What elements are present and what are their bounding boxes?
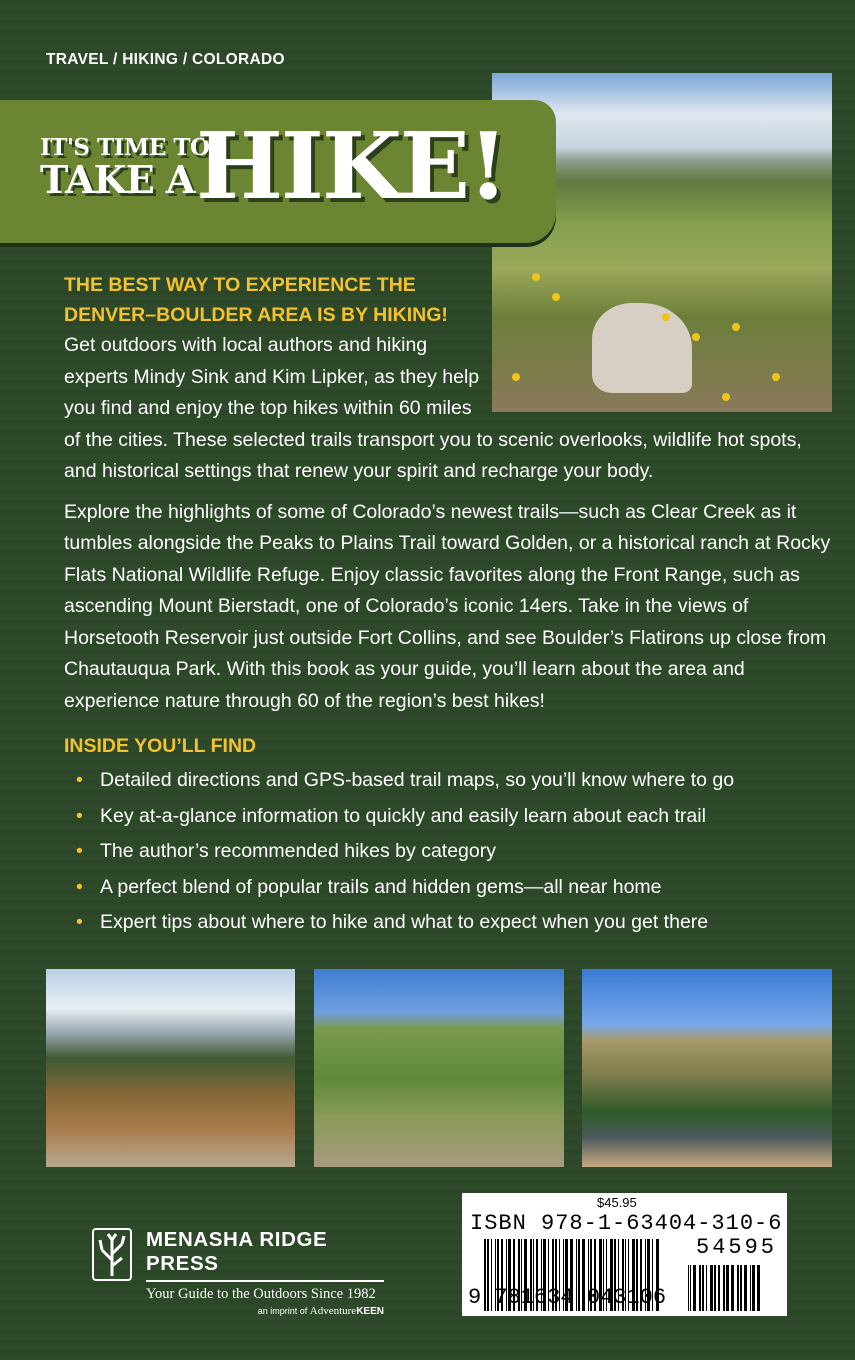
addon-number: 54595: [696, 1235, 778, 1260]
title-banner: [0, 100, 556, 243]
bar: [688, 1265, 689, 1311]
publisher-name: MENASHA RIDGE PRESS: [146, 1228, 384, 1282]
bar: [757, 1265, 760, 1311]
intro-body: Get outdoors with local authors and hiking experts Mindy Sink and Kim Lipker, as they help you find and enjoy the top hikes within 60 miles of the cities. These selected trails transport you to scenic overlooks, wildlife hot spots, and historical settings that renew your spirit and recharge your body.: [64, 334, 802, 482]
bar: [710, 1265, 713, 1311]
hillside-hikers-photo: [314, 969, 564, 1167]
bar: [726, 1265, 729, 1311]
bar: [750, 1265, 751, 1311]
addon-bars: [688, 1265, 763, 1311]
bar: [731, 1265, 734, 1311]
bar: [693, 1265, 696, 1311]
bar: [740, 1265, 742, 1311]
mountain-trail-photo: [46, 969, 295, 1167]
category-label: TRAVEL / HIKING / COLORADO: [46, 51, 285, 68]
bar: [706, 1265, 707, 1311]
publisher-tagline: Your Guide to the Outdoors Since 1982: [146, 1286, 376, 1302]
bar: [752, 1265, 755, 1311]
bar: [702, 1265, 704, 1311]
creek-bridge-photo: [582, 969, 832, 1167]
list-item: • Detailed directions and GPS-based trail maps, so you’ll know where to go: [64, 763, 834, 799]
list-item: • Key at-a-glance information to quickly and easily learn about each trail: [64, 799, 834, 835]
bar: [699, 1265, 701, 1311]
bar: [744, 1265, 747, 1311]
paragraph-2: Explore the highlights of some of Colorado’s newest trails—such as Clear Creek as it tumbles alongside the Peaks to Plains Trail toward Golden, or a historical ranch at Rocky Flats National Wildlife Refuge. Enjoy classic favorites along the Front Range, such as ascending Mount Bierstadt, one of Colorado’s iconic 14ers. Take in the views of Horsetooth Reservoir just outside Fort Collins, and see Boulder’s Flatirons up close from Chautauqua Park. With this book as your guide, you’ll learn about the area and experience nature through 60 of the region’s best hikes!: [64, 500, 831, 712]
tree-logo-icon: [92, 1228, 132, 1281]
title-big: HIKE!: [196, 112, 507, 220]
intro-heading: THE BEST WAY TO EXPERIENCE THE DENVER–BOULDER AREA IS BY HIKING!: [64, 274, 448, 326]
isbn-barcode: [462, 1193, 787, 1316]
bar: [723, 1265, 725, 1311]
inside-heading: INSIDE YOU’LL FIND: [64, 735, 257, 757]
list-item: • Expert tips about where to hike and what to expect when you get there: [64, 905, 834, 941]
imprint-keen: KEEN: [356, 1306, 384, 1317]
title-line-2: TAKE A: [40, 157, 195, 202]
bar: [690, 1265, 691, 1311]
description: [64, 270, 834, 941]
imprint-name: Adventure: [309, 1305, 357, 1317]
bar: [718, 1265, 720, 1311]
bar: [714, 1265, 716, 1311]
bar: [737, 1265, 739, 1311]
ean-number: 9 781634 043106: [468, 1285, 667, 1310]
list-item: • The author’s recommended hikes by category: [64, 834, 834, 870]
imprint-prefix: an imprint of: [257, 1306, 308, 1316]
feature-list: [64, 763, 834, 941]
isbn-text: ISBN 978-1-63404-310-6: [470, 1211, 783, 1236]
title-line-1: IT'S TIME TO: [40, 134, 210, 161]
list-item: • A perfect blend of popular trails and hidden gems—all near home: [64, 870, 834, 906]
publisher-block: [146, 1228, 384, 1317]
price: $45.95: [597, 1195, 637, 1210]
